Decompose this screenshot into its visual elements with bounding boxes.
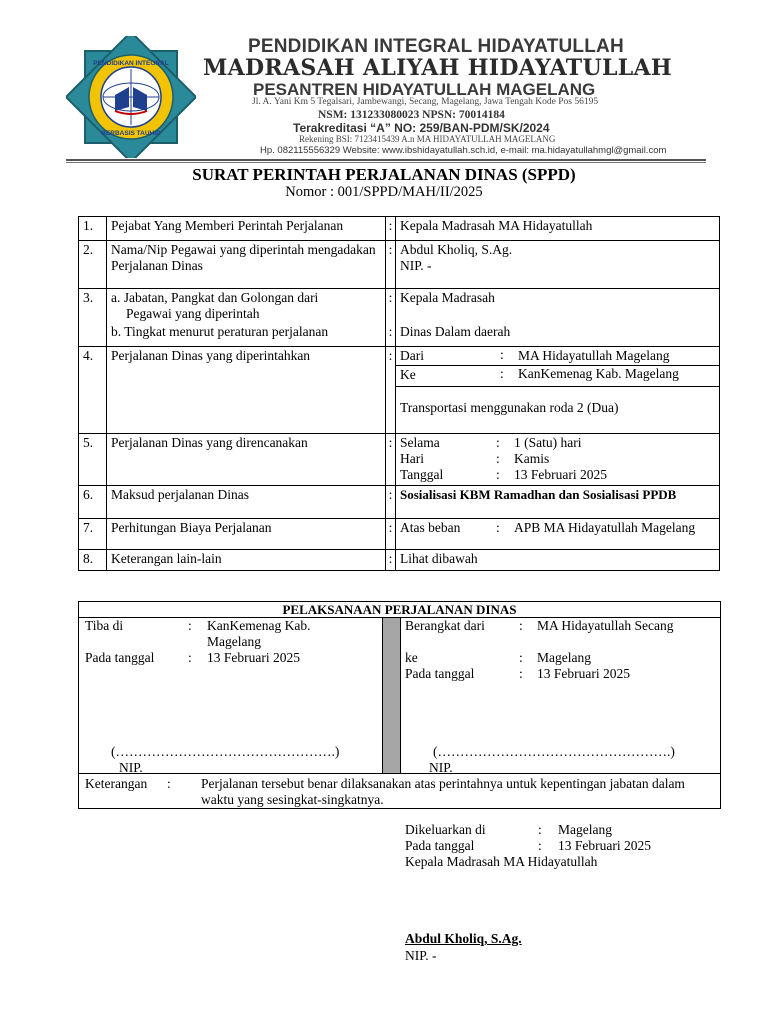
departure-date-label: Pada tanggal xyxy=(405,666,475,681)
arrival-value-2: Magelang xyxy=(207,634,261,649)
row-separator: : xyxy=(386,241,396,289)
route-to xyxy=(396,366,719,387)
row-label-a2: Pegawai yang diperintah xyxy=(126,306,260,321)
row-value xyxy=(396,241,720,289)
logo-bottom-text: BERBASIS TAUHID xyxy=(101,130,161,137)
row-label-a: a. Jabatan, Pangkat dan Golongan dari xyxy=(111,290,319,305)
issued-at-value: Magelang xyxy=(558,822,612,837)
remarks-label: Keterangan xyxy=(85,776,148,791)
to-label: Ke xyxy=(396,366,500,387)
departure-label: Berangkat dari xyxy=(405,618,485,633)
letterhead-akreditasi: Terakreditasi “A” NO: 259/BAN-PDM/SK/2024 xyxy=(293,121,550,135)
row-separator: : xyxy=(386,486,396,519)
row-label: Maksud perjalanan Dinas xyxy=(107,486,386,519)
table-row xyxy=(79,289,720,347)
right-signature-dots: (…………………………………………….) xyxy=(433,744,675,759)
table-row xyxy=(79,217,720,241)
issued-at-label: Dikeluarkan di xyxy=(405,822,486,837)
schedule-table xyxy=(400,435,715,483)
remarks-text-1: Perjalanan tersebut benar dilaksanakan atas perintahnya untuk kepentingan jabatan dalam xyxy=(201,776,685,791)
row-label xyxy=(107,289,386,347)
document-title: SURAT PERINTAH PERJALANAN DINAS (SPPD) xyxy=(192,165,576,184)
remarks-text-2: waktu yang sesingkat-singkatnya. xyxy=(201,792,384,807)
letterhead-contact: Hp. 082115556329 Website: www.ibshidayatullah.sch.id, e-mail: ma.hidayatullahmgl@gmail.com xyxy=(260,145,667,156)
issued-at-sep: : xyxy=(538,822,542,837)
right-nip: NIP. xyxy=(429,760,453,775)
row-number: 3. xyxy=(79,289,107,347)
destination-value: Magelang xyxy=(537,650,591,665)
row-separator: : xyxy=(386,217,396,241)
route-from xyxy=(396,347,719,366)
row-label: Perjalanan Dinas yang direncanakan xyxy=(107,434,386,486)
signer-name: Abdul Kholiq, S.Ag. xyxy=(405,931,522,946)
signer-nip: NIP. - xyxy=(405,948,437,963)
duration-sep: : xyxy=(496,435,500,450)
jabatan-value: Kepala Madrasah xyxy=(400,290,495,305)
from-sep: : xyxy=(500,347,518,366)
letterhead-nsm: NSM: 131233080023 NPSN: 70014184 xyxy=(318,109,505,121)
departure-date-sep: : xyxy=(519,666,523,681)
purpose-value: Sosialisasi KBM Ramadhan dan Sosialisasi PPDB xyxy=(396,486,720,519)
issued-date-value: 13 Februari 2025 xyxy=(558,838,651,853)
day-label: Hari xyxy=(400,451,424,466)
row-number: 6. xyxy=(79,486,107,519)
row-value xyxy=(396,347,720,434)
remarks-row xyxy=(79,773,720,809)
row-number: 7. xyxy=(79,519,107,550)
table-row xyxy=(79,486,720,519)
table-row xyxy=(79,519,720,550)
employee-nip: NIP. - xyxy=(400,258,432,273)
sep: : xyxy=(388,348,393,363)
destination-sep: : xyxy=(519,650,523,665)
departure-value: MA Hidayatullah Secang xyxy=(537,618,674,633)
arrival-sep: : xyxy=(188,618,192,633)
destination-label: ke xyxy=(405,650,418,665)
row-number: 4. xyxy=(79,347,107,434)
sep-b: : xyxy=(388,324,393,339)
row-label: Perjalanan Dinas yang diperintahkan xyxy=(107,347,386,434)
row-value xyxy=(396,289,720,347)
pelaksanaan-heading: PELAKSANAAN PERJALANAN DINAS xyxy=(79,602,720,618)
cost-label: Atas beban xyxy=(400,520,461,535)
issued-date-label: Pada tanggal xyxy=(405,838,475,853)
cost-sep: : xyxy=(496,520,500,535)
school-logo xyxy=(66,36,196,158)
duration-label: Selama xyxy=(400,435,440,450)
letterhead-rule-thin xyxy=(66,162,706,163)
date-sep: : xyxy=(496,467,500,482)
duration-value: 1 (Satu) hari xyxy=(514,435,582,450)
left-nip: NIP. xyxy=(119,760,143,775)
letterhead-line3: PESANTREN HIDAYATULLAH MAGELANG xyxy=(253,80,596,99)
to-value: KanKemenag Kab. Magelang xyxy=(518,366,719,387)
route-table xyxy=(396,347,719,387)
row-number: 5. xyxy=(79,434,107,486)
row-number: 8. xyxy=(79,550,107,571)
date-row xyxy=(400,467,715,483)
arrival-value-1: KanKemenag Kab. xyxy=(207,618,311,633)
row-label: Nama/Nip Pegawai yang diperintah mengadakan Perjalanan Dinas xyxy=(107,241,386,289)
row-value: Lihat dibawah xyxy=(396,550,720,571)
row-separator: : xyxy=(386,550,396,571)
row-value xyxy=(396,434,720,486)
shaded-divider xyxy=(382,618,401,773)
employee-name: Abdul Kholiq, S.Ag. xyxy=(400,242,513,257)
row-separator xyxy=(386,347,396,434)
table-row xyxy=(79,241,720,289)
letterhead-rule xyxy=(66,159,706,161)
row-label: Perhitungan Biaya Perjalanan xyxy=(107,519,386,550)
row-label: Pejabat Yang Memberi Perintah Perjalanan xyxy=(107,217,386,241)
table-row xyxy=(79,550,720,571)
date-value: 13 Februari 2025 xyxy=(514,467,607,482)
logo-top-text: PENDIDIKAN INTEGRAL xyxy=(93,60,169,67)
sppd-table xyxy=(78,216,720,571)
to-sep: : xyxy=(500,366,518,387)
row-label: Keterangan lain-lain xyxy=(107,550,386,571)
duration-row xyxy=(400,435,715,451)
from-value: MA Hidayatullah Magelang xyxy=(518,347,719,366)
arrival-date-value: 13 Februari 2025 xyxy=(207,650,300,665)
letterhead-address: Jl. A. Yani Km 5 Tegalsari, Jambewangi, Secang, Magelang, Jawa Tengah Kode Pos 56195 xyxy=(252,97,599,107)
arrival-date-sep: : xyxy=(188,650,192,665)
arrival-label: Tiba di xyxy=(85,618,124,633)
cost-row xyxy=(400,520,715,536)
table-row xyxy=(79,347,720,434)
day-sep: : xyxy=(496,451,500,466)
letterhead-school-name: MADRASAH ALIYAH HIDAYATULLAH xyxy=(203,55,672,81)
departure-date-value: 13 Februari 2025 xyxy=(537,666,630,681)
row-separator: : xyxy=(386,519,396,550)
left-signature-dots: (………………………………………….) xyxy=(111,744,340,759)
sep-a: : xyxy=(388,290,393,305)
pelaksanaan-box xyxy=(78,601,721,809)
letterhead-line1: PENDIDIKAN INTEGRAL HIDAYATULLAH xyxy=(248,36,624,57)
issued-date-sep: : xyxy=(538,838,542,853)
date-label: Tanggal xyxy=(400,467,444,482)
arrival-date-label: Pada tanggal xyxy=(85,650,155,665)
row-label-b: b. Tingkat menurut peraturan perjalanan xyxy=(111,324,329,339)
cost-value: APB MA Hidayatullah Magelang xyxy=(514,520,696,535)
transport-note: Transportasi menggunakan roda 2 (Dua) xyxy=(400,400,619,415)
row-value xyxy=(396,519,720,550)
day-value: Kamis xyxy=(514,451,550,466)
letterhead-rekening: Rekening BSI: 7123415439 A.n MA HIDAYATULLAH MAGELANG xyxy=(299,134,556,144)
departure-sep: : xyxy=(519,618,523,633)
row-number: 2. xyxy=(79,241,107,289)
row-separator xyxy=(386,289,396,347)
row-number: 1. xyxy=(79,217,107,241)
table-row xyxy=(79,434,720,486)
cost-table xyxy=(400,520,715,536)
document-number: Nomor : 001/SPPD/MAH/II/2025 xyxy=(285,184,483,200)
day-row xyxy=(400,451,715,467)
signer-position: Kepala Madrasah MA Hidayatullah xyxy=(405,854,598,869)
remarks-sep: : xyxy=(167,776,171,791)
row-separator: : xyxy=(386,434,396,486)
tingkat-value: Dinas Dalam daerah xyxy=(400,324,511,339)
row-value: Kepala Madrasah MA Hidayatullah xyxy=(396,217,720,241)
from-label: Dari xyxy=(396,347,500,366)
